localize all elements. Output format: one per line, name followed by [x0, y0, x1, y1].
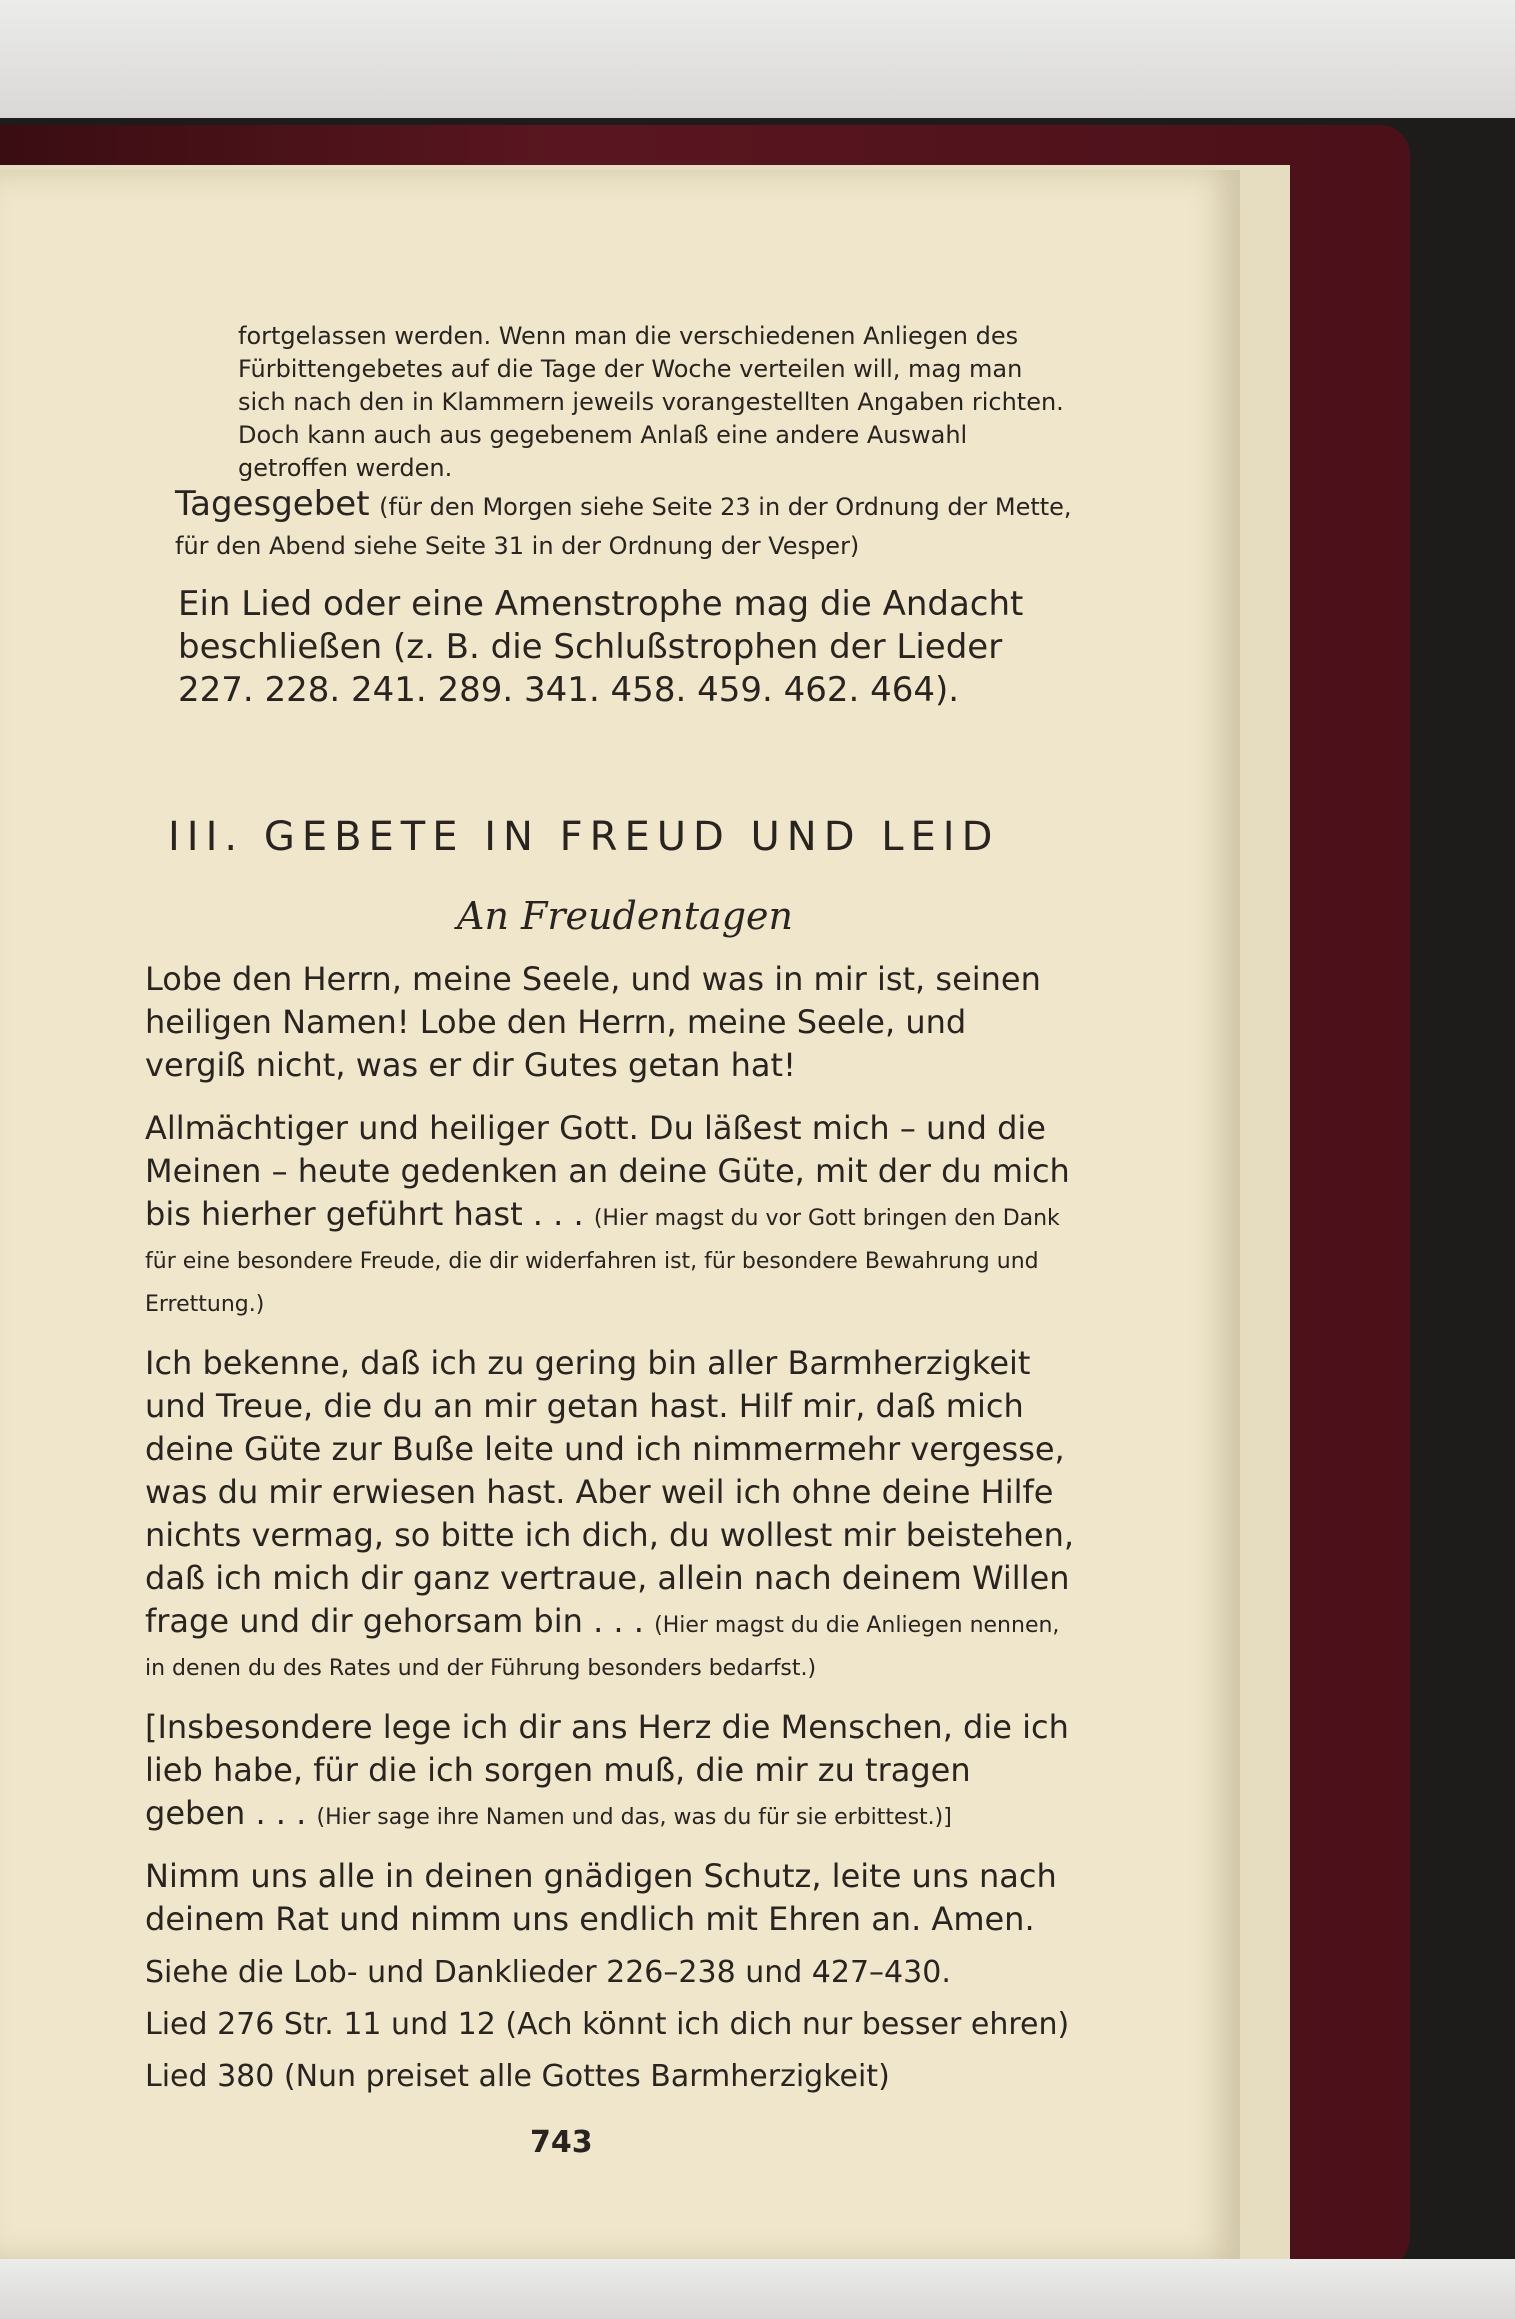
- intro-text: fortgelassen werden. Wenn man die verschiedenen Anliegen des Fürbittengebetes auf die Tage der Woche verteilen will, mag man sich nach den in Klammern jeweils vorangestellten Angaben richten. Doch kann auch aus gegebenem Anlaß eine andere Auswahl getroffen werden.: [238, 322, 1064, 482]
- lied-paragraph: Ein Lied oder eine Amenstrophe mag die Andacht beschließen (z. B. die Schlußstrophen der Lieder 227. 228. 241. 289. 341. 458. 459. 462. 464).: [178, 584, 1024, 710]
- page-number: 743: [530, 2125, 593, 2160]
- paragraph-4-main: [Insbesondere lege ich dir ans Herz die Menschen, die ich lieb habe, für die ich sorgen muß, die mir zu tragen geben . . .: [145, 1708, 1069, 1832]
- section-heading: III. GEBETE IN FREUD UND LEID: [168, 814, 1000, 860]
- tagesgebet-paragraph: [175, 485, 1075, 565]
- paragraph-4: [145, 1706, 1075, 1835]
- paragraph-3: [145, 1342, 1075, 1686]
- subheading: An Freudentagen: [457, 894, 793, 938]
- paragraph-2-note: (Hier magst du vor Gott bringen den Dank für eine besondere Freude, die dir widerfahren ist, für besondere Bewahrung und Errettung.): [145, 1206, 1060, 1317]
- paragraph-5: Nimm uns alle in deinen gnädigen Schutz, leite uns nach deinem Rat und nimm uns endlich mit Ehren an. Amen.: [145, 1857, 1057, 1938]
- reference-line-2: Lied 276 Str. 11 und 12 (Ach könnt ich dich nur besser ehren): [145, 2007, 1070, 2042]
- tagesgebet-title: Tagesgebet: [175, 484, 370, 524]
- reference-line-3: Lied 380 (Nun preiset alle Gottes Barmherzigkeit): [145, 2059, 890, 2094]
- paragraph-4-note: (Hier sage ihre Namen und das, was du für sie erbittest.)]: [316, 1805, 952, 1830]
- scan-background-bottom: [0, 2259, 1515, 2319]
- page-content: [70, 320, 1075, 2097]
- paragraph-1: Lobe den Herrn, meine Seele, und was in mir ist, seinen heiligen Namen! Lobe den Herrn, meine Seele, und vergiß nicht, was er dir Gutes getan hat!: [145, 960, 1041, 1084]
- paragraph-2: [145, 1107, 1075, 1322]
- paragraph-3-main: Ich bekenne, daß ich zu gering bin aller Barmherzigkeit und Treue, die du an mir getan hast. Hilf mir, daß mich deine Güte zur Buße leite und ich nimmermehr vergesse, was du mir erwiesen hast. Aber weil ich ohne deine Hilfe nichts vermag, so bitte ich dich, du wollest mir beistehen, daß ich mich dir ganz vertraue, allein nach deinem Willen frage und dir gehorsam bin . . .: [145, 1344, 1075, 1640]
- paragraph-3-note: (Hier magst du die Anliegen nennen, in denen du des Rates und der Führung besonders bedarfst.): [145, 1613, 1060, 1681]
- book-page: [0, 170, 1240, 2260]
- scan-background-top: [0, 0, 1515, 118]
- reference-line-1: Siehe die Lob- und Danklieder 226–238 und 427–430.: [145, 1955, 951, 1990]
- paragraph-2-main: Allmächtiger und heiliger Gott. Du läßest mich – und die Meinen – heute gedenken an deine Güte, mit der du mich bis hierher geführt hast . . .: [145, 1109, 1070, 1233]
- tagesgebet-note: (für den Morgen siehe Seite 23 in der Ordnung der Mette, für den Abend siehe Seite 31 in der Ordnung der Vesper): [175, 493, 1072, 560]
